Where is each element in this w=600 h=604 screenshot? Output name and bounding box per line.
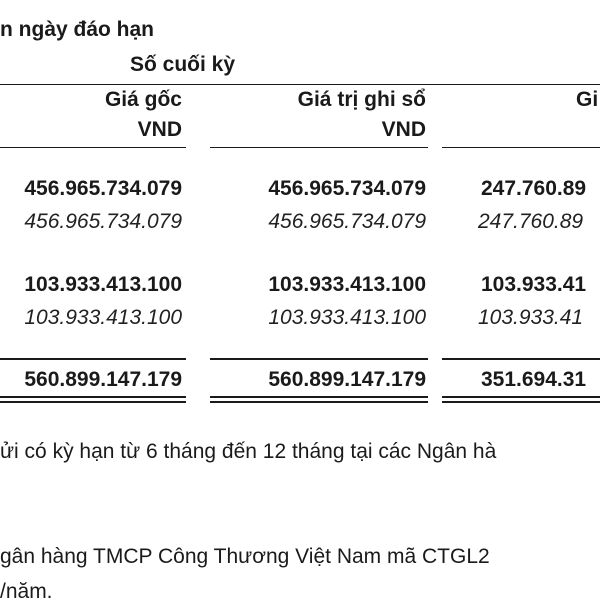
grand-total-cost: 560.899.147.179 [24,368,182,391]
next-double-rule-2 [442,401,600,403]
group1-total-cost: 456.965.734.079 [24,177,182,200]
group1-item-cost: 456.965.734.079 [24,210,182,233]
book-total-rule [210,358,428,360]
group2-total-next: 103.933.41 [481,273,587,296]
period-header: Số cuối kỳ [130,53,236,76]
note-line-3: /năm. [0,580,53,603]
note-line-2: gân hàng TMCP Công Thương Việt Nam mã CTGL2 [0,545,490,568]
grand-total-next: 351.694.31 [481,368,587,391]
col-book-unit: VND [381,118,426,141]
cost-double-rule-2 [0,401,186,403]
group2-total-cost: 103.933.413.100 [24,273,182,296]
cost-double-rule-1 [0,396,186,398]
group2-total-book: 103.933.413.100 [268,273,426,296]
cost-header-rule [0,147,186,148]
group1-total-next: 247.760.89 [481,177,587,200]
col-cost-unit: VND [137,118,182,141]
next-total-rule [442,358,600,360]
group2-item-book: 103.933.413.100 [268,306,426,329]
maturity-header: n ngày đáo hạn [0,18,155,41]
group1-item-book: 456.965.734.079 [268,210,426,233]
group2-item-cost: 103.933.413.100 [24,306,182,329]
book-header-rule [210,147,428,148]
header-top-rule [0,84,600,85]
book-double-rule-2 [210,401,428,403]
cost-total-rule [0,358,186,360]
note-line-1: ửi có kỳ hạn từ 6 tháng đến 12 tháng tại các Ngân hà [0,440,497,463]
col-cost-label: Giá gốc [104,88,182,111]
col-book-label: Giá trị ghi sổ [297,88,426,111]
next-header-rule [442,147,600,148]
group1-item-next: 247.760.89 [478,210,584,233]
group2-item-next: 103.933.41 [478,306,584,329]
book-double-rule-1 [210,396,428,398]
col-next-label: Gi [576,88,599,111]
grand-total-book: 560.899.147.179 [268,368,426,391]
group1-total-book: 456.965.734.079 [268,177,426,200]
next-double-rule-1 [442,396,600,398]
